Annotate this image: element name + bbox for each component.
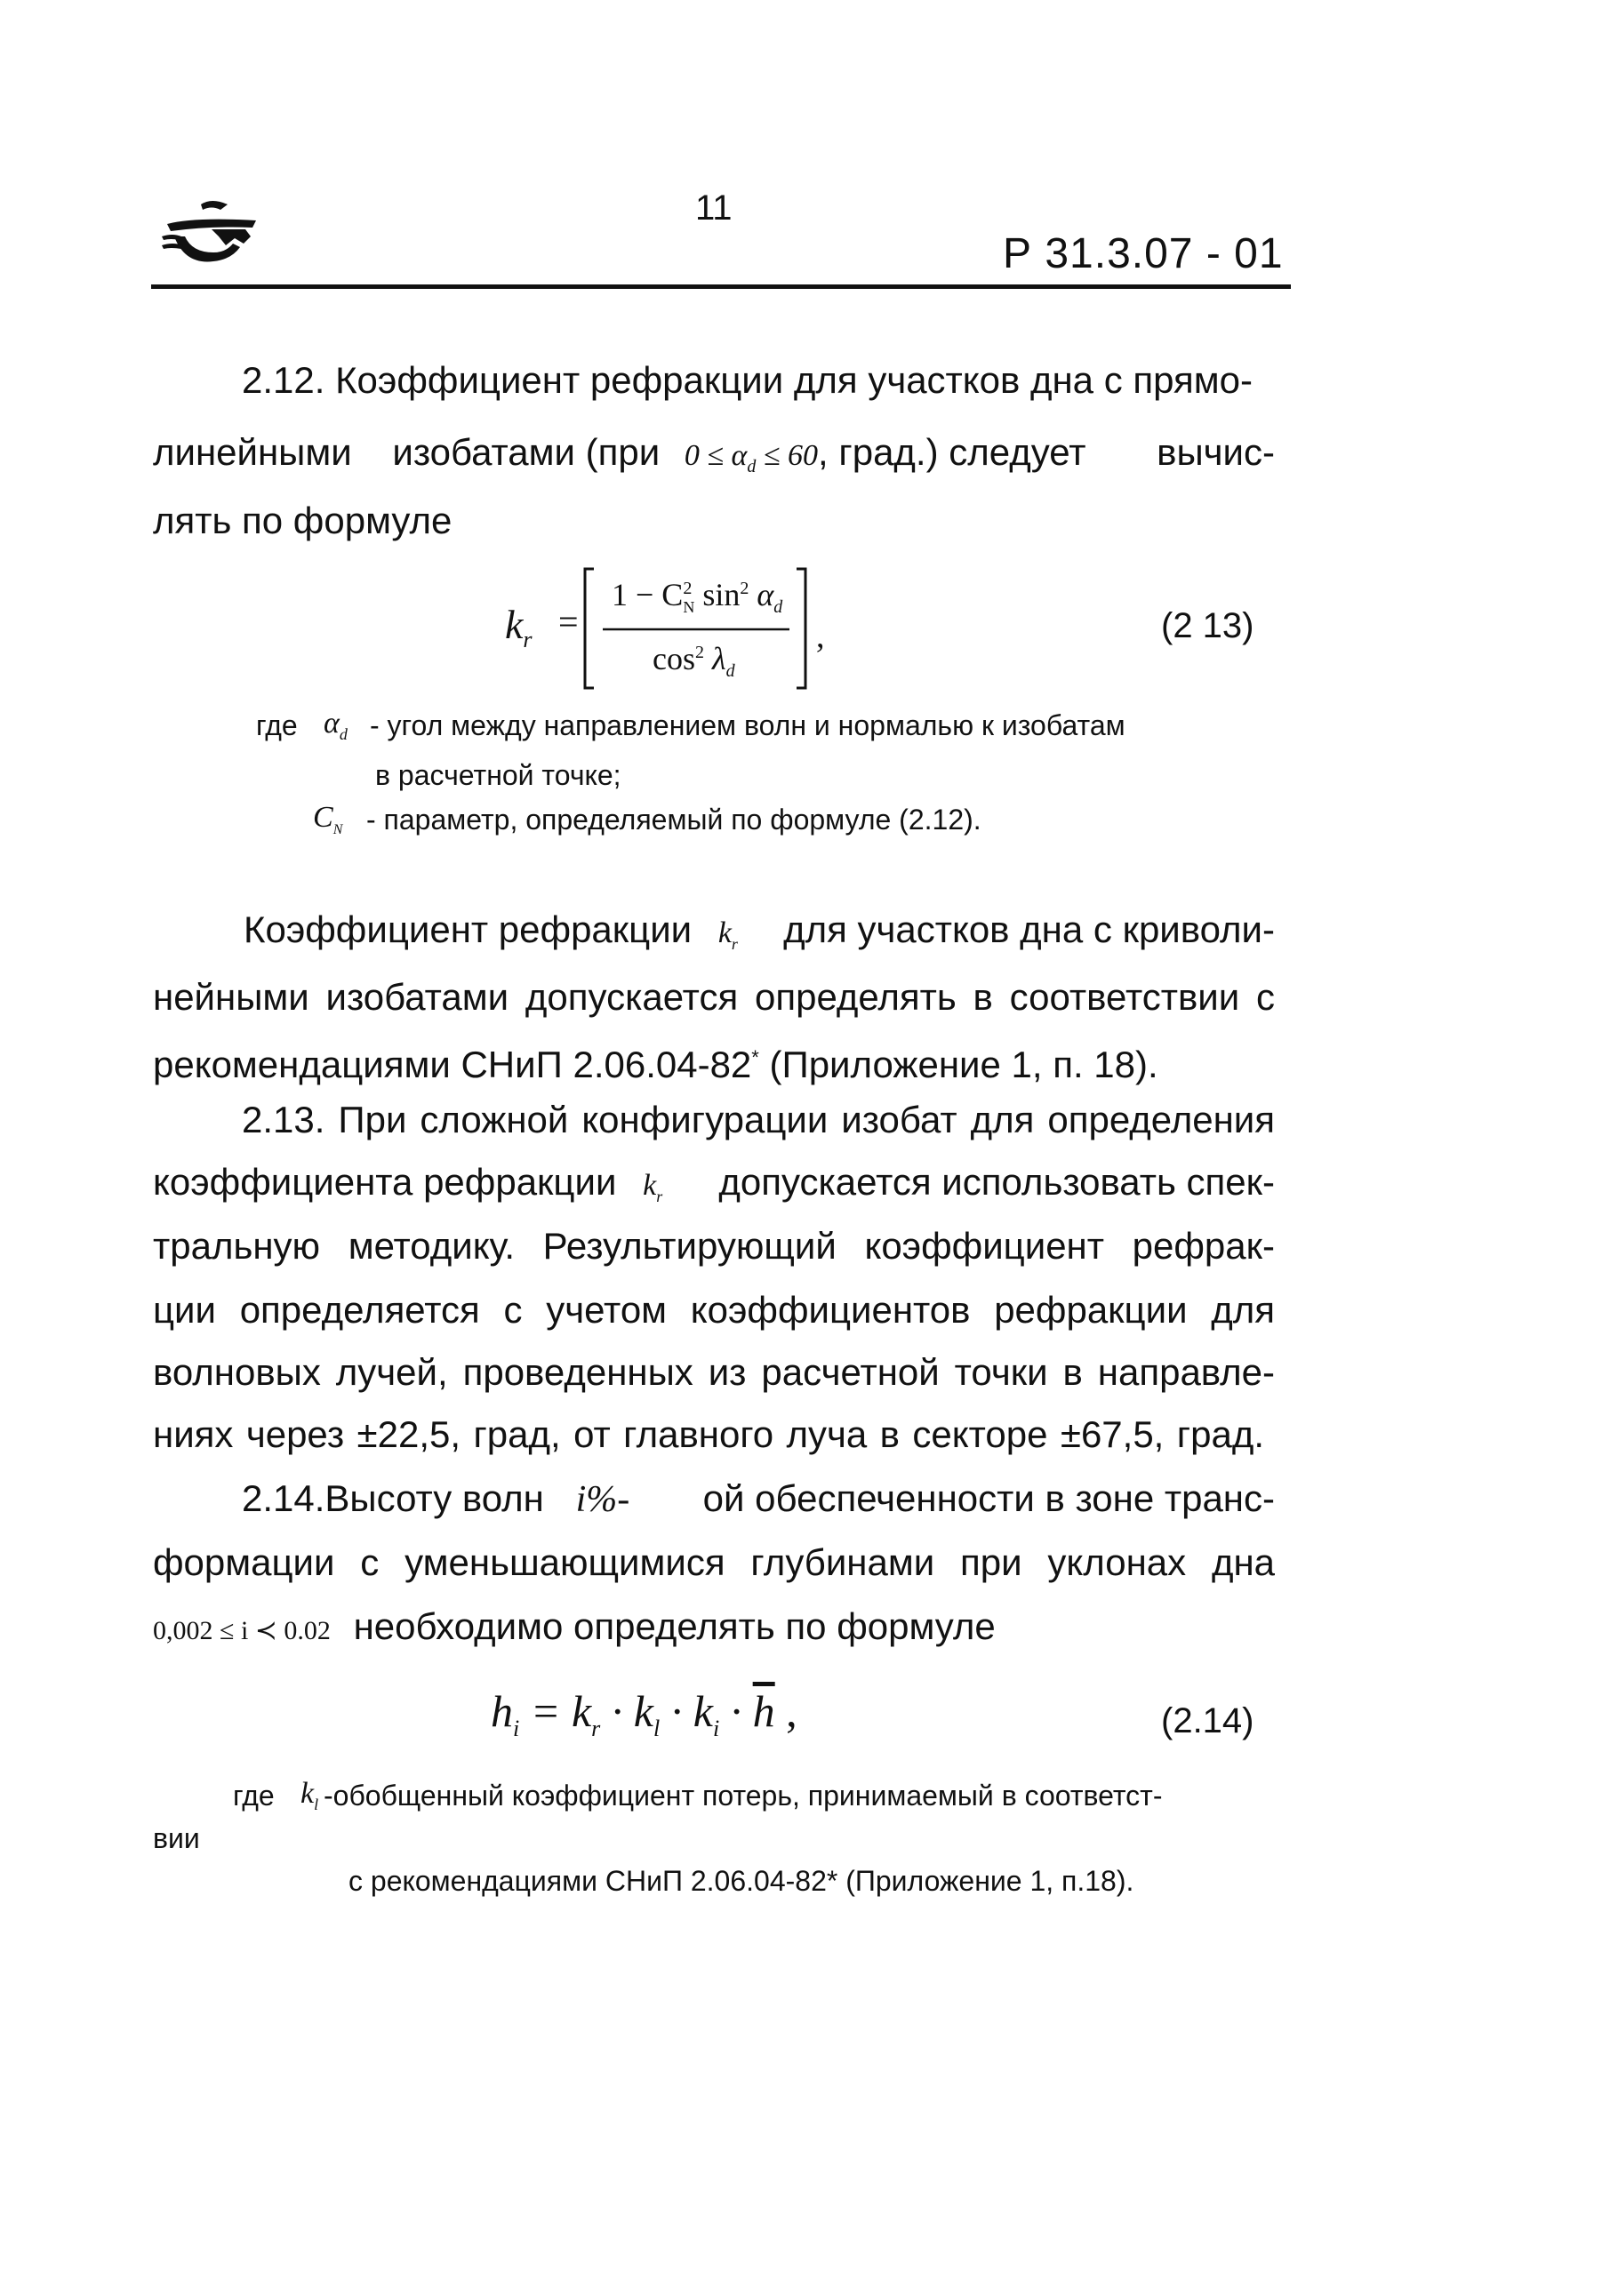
pkr-line2: нейными изобатами допускается определять в соответствии с — [153, 976, 1275, 1018]
p214-slope-range: 0,002 ≤ i ≺ 0.02 — [153, 1616, 331, 1645]
p212-l2-word4: вычис- — [1157, 431, 1275, 473]
where213-alpha: $\alpha_d$ — [324, 707, 348, 743]
where214-def3: с рекомендациями СНиП 2.06.04-82* (Приложение 1, п.18). — [348, 1865, 1134, 1897]
p213-line1: 2.13. При сложной конфигурации изобат для определения — [242, 1099, 1275, 1140]
where214-def1: -обобщенный коэффициент потерь, принимаемый в соответст- — [324, 1780, 1163, 1812]
p214-ipercent: i%- — [575, 1479, 630, 1520]
p213-line5: волновых лучей, проведенных из расчетной точки в направле- — [153, 1351, 1275, 1393]
header-rule — [151, 284, 1291, 289]
pkr-line3: рекомендациями СНиП 2.06.04-82* (Приложение 1, п. 18). — [153, 1044, 1158, 1085]
eq213-lhs: $k_r$ — [505, 602, 533, 653]
p213-line4: ции определяется с учетом коэффициентов рефракции для — [153, 1289, 1275, 1331]
eq213-comma: , — [816, 618, 825, 655]
publisher-logo-icon — [158, 197, 265, 270]
p213-line2: коэффициента рефракции $k_r$ допускается использовать спек- — [153, 1161, 1275, 1205]
p213-line6: ниях через ±22,5, град, от главного луча в секторе ±67,5, град. — [153, 1413, 1264, 1455]
eq214-hbar: $\overline{h}$ — [752, 1686, 775, 1736]
p213-kr: $k_r$ — [643, 1169, 663, 1205]
where213-def1a: - угол между направлением волн и нормалью к изобатам — [370, 709, 1125, 741]
p214-line2: формации с уменьшающимися глубинами при уклонах дна — [153, 1541, 1275, 1583]
where214-word: где — [233, 1780, 275, 1812]
equation-2-13 — [494, 562, 868, 695]
where213-def2: - параметр, определяемый по формуле (2.12). — [366, 804, 981, 836]
where214-kl: $k_l$ — [300, 1777, 319, 1813]
document-number: Р 31.3.07 - 01 — [1003, 230, 1284, 277]
where213-def1b: в расчетной точке; — [375, 759, 621, 791]
equation-2-14: $h_i = k_r \cdot k_l \cdot k_i \cdot \overline{h}$ , — [491, 1686, 797, 1741]
pkr-kr: $k_r$ — [717, 916, 738, 953]
p212-l2-word3: , град.) следует — [818, 431, 1086, 473]
pkr-line1: Коэффициент рефракции $k_r$ для участков дна с криволи- — [244, 908, 1275, 953]
p212-line3: лять по формуле — [153, 500, 453, 541]
eq213-numerator: $1 - C^2_N$ $\sin^2 \alpha_d$ — [612, 577, 783, 618]
page-number: 11 — [695, 188, 733, 228]
where213-word: где — [256, 709, 298, 741]
p214-line1: 2.14.Высоту волн i%- ой обеспеченности в зоне транс- — [242, 1477, 1275, 1520]
where213-cn: $C_N$ — [313, 801, 343, 837]
eq213-equals: = — [558, 602, 579, 642]
p212-l2-word2: изобатами (при — [392, 431, 661, 473]
p212-line2 — [153, 429, 1275, 490]
eq213-denominator: $\cos^2 \lambda_d$ — [653, 641, 735, 682]
equation-number-2-14: (2.14) — [1161, 1701, 1254, 1740]
p212-l2-word1: линейными — [153, 431, 352, 473]
p212-l2-math: $0 \le \alpha_d \le 60$ — [684, 439, 819, 476]
where214-def2: вии — [153, 1822, 200, 1854]
p214-line3: 0,002 ≤ i ≺ 0.02 необходимо определять по формуле — [153, 1605, 996, 1647]
p213-line3: тральную методику. Результирующий коэффициент рефрак- — [153, 1225, 1275, 1267]
p212-line1: 2.12. Коэффициент рефракции для участков дна с прямо- — [242, 359, 1253, 401]
equation-number-2-13: (2 13) — [1161, 606, 1254, 645]
